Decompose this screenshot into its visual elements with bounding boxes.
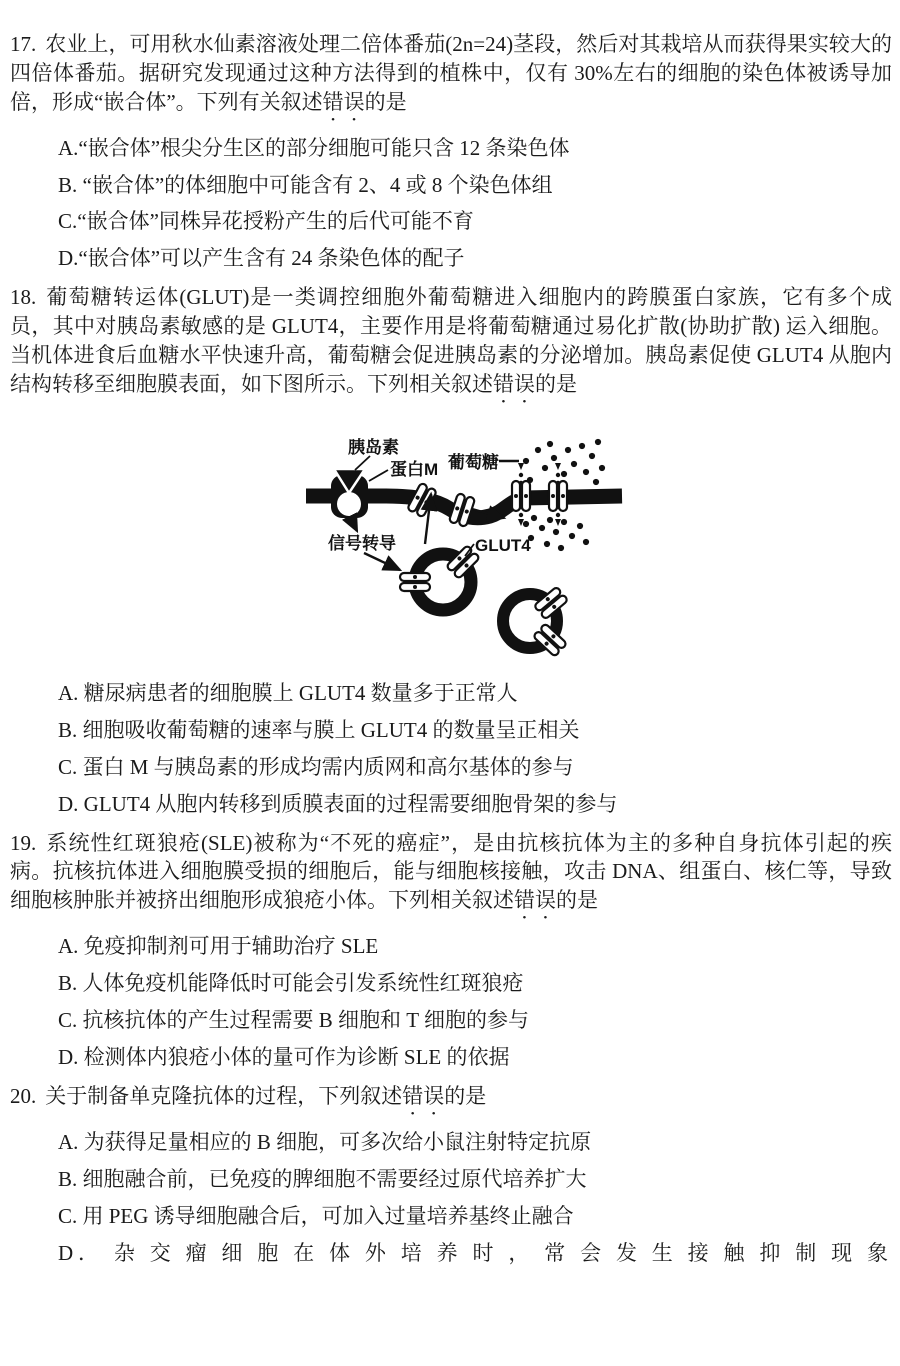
question-19-stem (10, 829, 892, 925)
question-stem-tail: 的是 (364, 89, 407, 114)
emphasized-text: 错误 (493, 371, 535, 396)
insulin-label: 胰岛素 (348, 437, 399, 457)
glut4-transporter-membrane (512, 481, 530, 511)
option-d: D. 检测体内狼疮小体的量可作为诊断 SLE 的依据 (58, 1045, 510, 1070)
option-d: D. GLUT4 从胞内转移到质膜表面的过程需要细胞骨架的参与 (58, 791, 618, 816)
option-c: C. 用 PEG 诱导细胞融合后，可加入过量培养基终止融合 (58, 1203, 574, 1228)
question-stem-tail: 的是 (556, 888, 598, 913)
protein-m-label: 蛋白M (390, 459, 439, 479)
question-stem-tail: 的是 (444, 1083, 487, 1108)
signal-transduction-label: 信号转导 (328, 533, 396, 553)
protein-m-leader-line (369, 470, 388, 481)
option-b: B. “嵌合体”的体细胞中可能含有 2、4 或 8 个染色体组 (58, 172, 553, 197)
emphasized-text: 错误 (322, 89, 365, 114)
question-number: 18. (10, 285, 37, 310)
option-b: B. 细胞吸收葡萄糖的速率与膜上 GLUT4 的数量呈正相关 (58, 717, 580, 742)
option-a: A. 糖尿病患者的细胞膜上 GLUT4 数量多于正常人 (58, 680, 518, 705)
question-number: 17. (10, 32, 37, 56)
question-17-stem (10, 30, 892, 126)
option-a: A.“嵌合体”根尖分生区的部分细胞可能只含 12 条染色体 (58, 135, 570, 160)
options-list (10, 1128, 892, 1268)
glut4-transporter-fusing (407, 482, 437, 517)
question-stem-text: 系统性红斑狼疮(SLE)被称为“不死的癌症”，是由抗核抗体为主的多种自身抗体引起的疾病。抗核抗体进入细胞膜受损的细胞后，能与细胞核接触，攻击 DNA、组蛋白、核仁等，导致细胞核肿胀并被挤出细胞形成狼疮小体。下列相关叙述 (10, 830, 892, 913)
question-20 (10, 1082, 892, 1268)
question-stem-tail: 的是 (535, 371, 577, 396)
option-c: C. 抗核抗体的产生过程需要 B 细胞和 T 细胞的参与 (58, 1008, 529, 1033)
option-c: C. 蛋白 M 与胰岛素的形成均需内质网和高尔基体的参与 (58, 754, 574, 779)
emphasized-text: 错误 (402, 1083, 445, 1108)
option-b: B. 细胞融合前，已免疫的脾细胞不需要经过原代培养扩大 (58, 1166, 587, 1191)
option-d: D． 杂 交 瘤 细 胞 在 体 外 培 养 时 ， 常 会 发 生 接 触 抑 制 现 象 (58, 1240, 888, 1265)
option-c: C.“嵌合体”同株异花授粉产生的后代可能不育 (58, 209, 474, 234)
glut4-diagram (298, 424, 642, 671)
option-a: A. 为获得足量相应的 B 细胞，可多次给小鼠注射特定抗原 (58, 1129, 592, 1154)
question-17 (10, 30, 892, 273)
options-list (10, 932, 892, 1072)
question-18-stem (10, 283, 892, 407)
question-stem-text: 葡萄糖转运体(GLUT)是一类调控细胞外葡萄糖进入细胞内的跨膜蛋白家族，它有多个成员，其中对胰岛素敏感的是 GLUT4，主要作用是将葡萄糖通过易化扩散(协助扩散) 运入细胞。当机体进食后血糖水平快速升高，葡萄糖会促进胰岛素的分泌增加。胰岛素促使 GLUT4 从胞内结构转移至细胞膜表面，如下图所示。下列相关叙述 (10, 285, 892, 396)
question-stem-text: 关于制备单克隆抗体的过程，下列叙述 (45, 1083, 403, 1108)
glucose-dots-outside (527, 439, 605, 485)
options-list (10, 679, 892, 819)
option-d: D.“嵌合体”可以产生含有 24 条染色体的配子 (58, 246, 465, 271)
arrow-receptor-to-signal (351, 519, 357, 531)
glut4-transporter-vesicle (400, 573, 430, 591)
question-19 (10, 829, 892, 1072)
insulin-receptor (331, 469, 368, 518)
question-18 (10, 283, 892, 818)
glut4-diagram-svg (298, 424, 642, 666)
question-stem-text: 农业上，可用秋水仙素溶液处理二倍体番茄(2n=24)茎段，然后对其栽培从而获得果实较大的四倍体番茄。据研究发现通过这种方法得到的植株中，仅有 30%左右的细胞的染色体被诱导加倍，形成“嵌合体”。下列有关叙述 (10, 32, 892, 114)
question-20-stem (10, 1082, 892, 1120)
question-number: 19. (10, 830, 37, 855)
options-list (10, 134, 892, 274)
option-a: A. 免疫抑制剂可用于辅助治疗 SLE (58, 934, 379, 959)
glucose-pointed-dot (523, 458, 529, 464)
option-b: B. 人体免疫机能降低时可能会引发系统性红斑狼疮 (58, 971, 524, 996)
glut4-label: GLUT4 (475, 535, 531, 555)
question-number: 20. (10, 1083, 37, 1108)
glut4-transporter-membrane (549, 481, 567, 511)
arrow-signal-to-vesicle (364, 553, 400, 570)
emphasized-text: 错误 (514, 888, 556, 913)
glucose-label: 葡萄糖 (448, 452, 499, 472)
